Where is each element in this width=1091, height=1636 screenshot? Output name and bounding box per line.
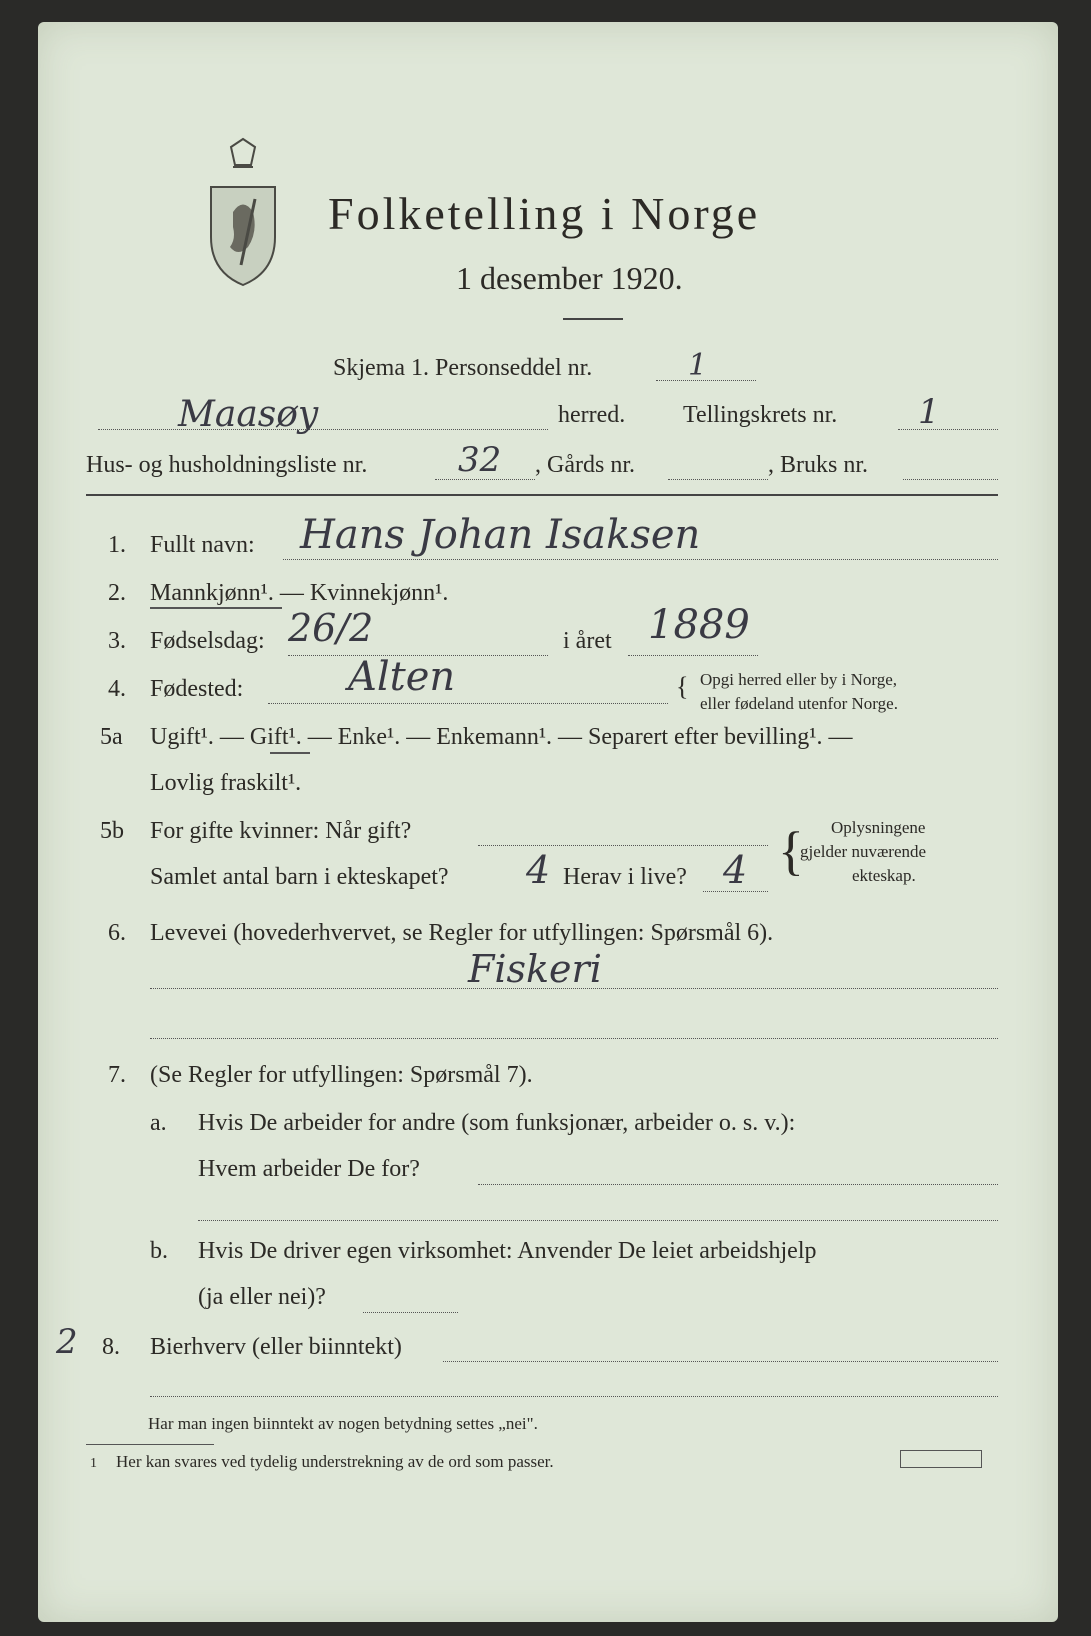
section-divider bbox=[86, 494, 998, 496]
gards-line bbox=[668, 479, 768, 480]
schema-label: Skjema 1. Personseddel nr. bbox=[333, 355, 593, 381]
full-name-value[interactable]: Hans Johan Isaksen bbox=[300, 512, 701, 558]
q7b-line bbox=[363, 1312, 458, 1313]
q3-label: Fødselsdag: bbox=[150, 628, 265, 654]
year-label: i året bbox=[563, 628, 612, 654]
year-line bbox=[628, 655, 758, 656]
brace-icon-2: { bbox=[778, 821, 804, 881]
bruks-line bbox=[903, 479, 998, 480]
children-label: Samlet antal barn i ekteskapet? bbox=[150, 864, 449, 890]
coat-of-arms-icon bbox=[203, 137, 283, 287]
tellingskrets-line bbox=[898, 429, 998, 430]
q7-number: 7. bbox=[108, 1062, 126, 1088]
q8-note: Har man ingen biinntekt av nogen betydning settes „nei". bbox=[148, 1414, 538, 1433]
q4-number: 4. bbox=[108, 676, 126, 702]
footnote-text: Her kan svares ved tydelig understrekning av de ord som passer. bbox=[116, 1452, 554, 1471]
gender-underline bbox=[150, 607, 282, 609]
q1-label: Fullt navn: bbox=[150, 532, 255, 558]
q1-number: 1. bbox=[108, 532, 126, 558]
q4-line bbox=[268, 703, 668, 704]
margin-mark: 2 bbox=[56, 1322, 78, 1362]
q3-number: 3. bbox=[108, 628, 126, 654]
q2-number: 2. bbox=[108, 580, 126, 606]
q7-label: (Se Regler for utfyllingen: Spørsmål 7). bbox=[150, 1062, 533, 1088]
q5b-note-3: ekteskap. bbox=[852, 866, 916, 885]
footnote-number: 1 bbox=[90, 1456, 97, 1471]
birth-year-value[interactable]: 1889 bbox=[648, 602, 750, 648]
occupation-value[interactable]: Fiskeri bbox=[468, 947, 602, 991]
herred-line bbox=[98, 429, 548, 430]
q6-number: 6. bbox=[108, 920, 126, 946]
gards-label: , Gårds nr. bbox=[535, 452, 635, 478]
herred-label: herred. bbox=[558, 402, 626, 428]
children-value[interactable]: 4 bbox=[526, 848, 551, 892]
q8-line-1 bbox=[443, 1361, 998, 1362]
q7a-label: Hvis De arbeider for andre (som funksjonær, arbeider o. s. v.): bbox=[198, 1110, 796, 1136]
married-underline bbox=[270, 752, 310, 754]
q6-label: Levevei (hovederhvervet, se Regler for utfyllingen: Spørsmål 6). bbox=[150, 920, 774, 946]
marital-options-2: Lovlig fraskilt¹. bbox=[150, 770, 302, 796]
q5b-note-2: gjelder nuværende bbox=[800, 842, 927, 861]
bruks-label: , Bruks nr. bbox=[768, 452, 869, 478]
q8-number: 8. bbox=[102, 1334, 120, 1360]
q5b-label: For gifte kvinner: Når gift? bbox=[150, 818, 412, 844]
birthday-value[interactable]: 26/2 bbox=[288, 606, 374, 650]
title-divider bbox=[563, 318, 623, 320]
living-value[interactable]: 4 bbox=[723, 848, 748, 892]
form-title: Folketelling i Norge bbox=[328, 188, 761, 239]
birthplace-value[interactable]: Alten bbox=[348, 654, 456, 700]
q7a-letter: a. bbox=[150, 1110, 167, 1136]
q7b-label-2: (ja eller nei)? bbox=[198, 1284, 326, 1310]
q5b-number: 5b bbox=[100, 818, 124, 844]
q4-note-1: Opgi herred eller by i Norge, bbox=[700, 670, 898, 689]
hus-label: Hus- og husholdningsliste nr. bbox=[86, 452, 368, 478]
q5b-line bbox=[478, 845, 768, 846]
q8-label: Bierhverv (eller biinntekt) bbox=[150, 1334, 402, 1360]
q4-label: Fødested: bbox=[150, 676, 244, 702]
q5b-note-1: Oplysningene bbox=[831, 818, 926, 837]
herred-value[interactable]: Maasøy bbox=[178, 394, 319, 435]
q7b-label: Hvis De driver egen virksomhet: Anvender De leiet arbeidshjelp bbox=[198, 1238, 817, 1264]
q1-line bbox=[283, 559, 998, 560]
census-date: 1 desember 1920. bbox=[456, 260, 683, 296]
q6-line-2 bbox=[150, 1038, 998, 1039]
hus-value[interactable]: 32 bbox=[458, 440, 502, 480]
q7a-line-2 bbox=[198, 1220, 998, 1221]
printer-stamp bbox=[900, 1450, 982, 1468]
tellingskrets-label: Tellingskrets nr. bbox=[683, 402, 838, 428]
q5a-number: 5a bbox=[100, 724, 123, 750]
q7a-label-2: Hvem arbeider De for? bbox=[198, 1156, 420, 1182]
gender-options: Mannkjønn¹. — Kvinnekjønn¹. bbox=[150, 580, 449, 606]
q8-line-2 bbox=[150, 1396, 998, 1397]
schema-value[interactable]: 1 bbox=[688, 348, 708, 383]
q7a-line-1 bbox=[478, 1184, 998, 1185]
living-label: Herav i live? bbox=[563, 864, 687, 890]
brace-icon: { bbox=[676, 672, 689, 701]
marital-options: Ugift¹. — Gift¹. — Enke¹. — Enkemann¹. — Separert efter bevilling¹. — bbox=[150, 724, 853, 750]
census-form-page bbox=[38, 22, 1058, 1622]
tellingskrets-value[interactable]: 1 bbox=[918, 392, 940, 432]
q7b-letter: b. bbox=[150, 1238, 168, 1264]
q4-note-2: eller fødeland utenfor Norge. bbox=[700, 694, 898, 713]
footnote-rule bbox=[86, 1444, 214, 1445]
